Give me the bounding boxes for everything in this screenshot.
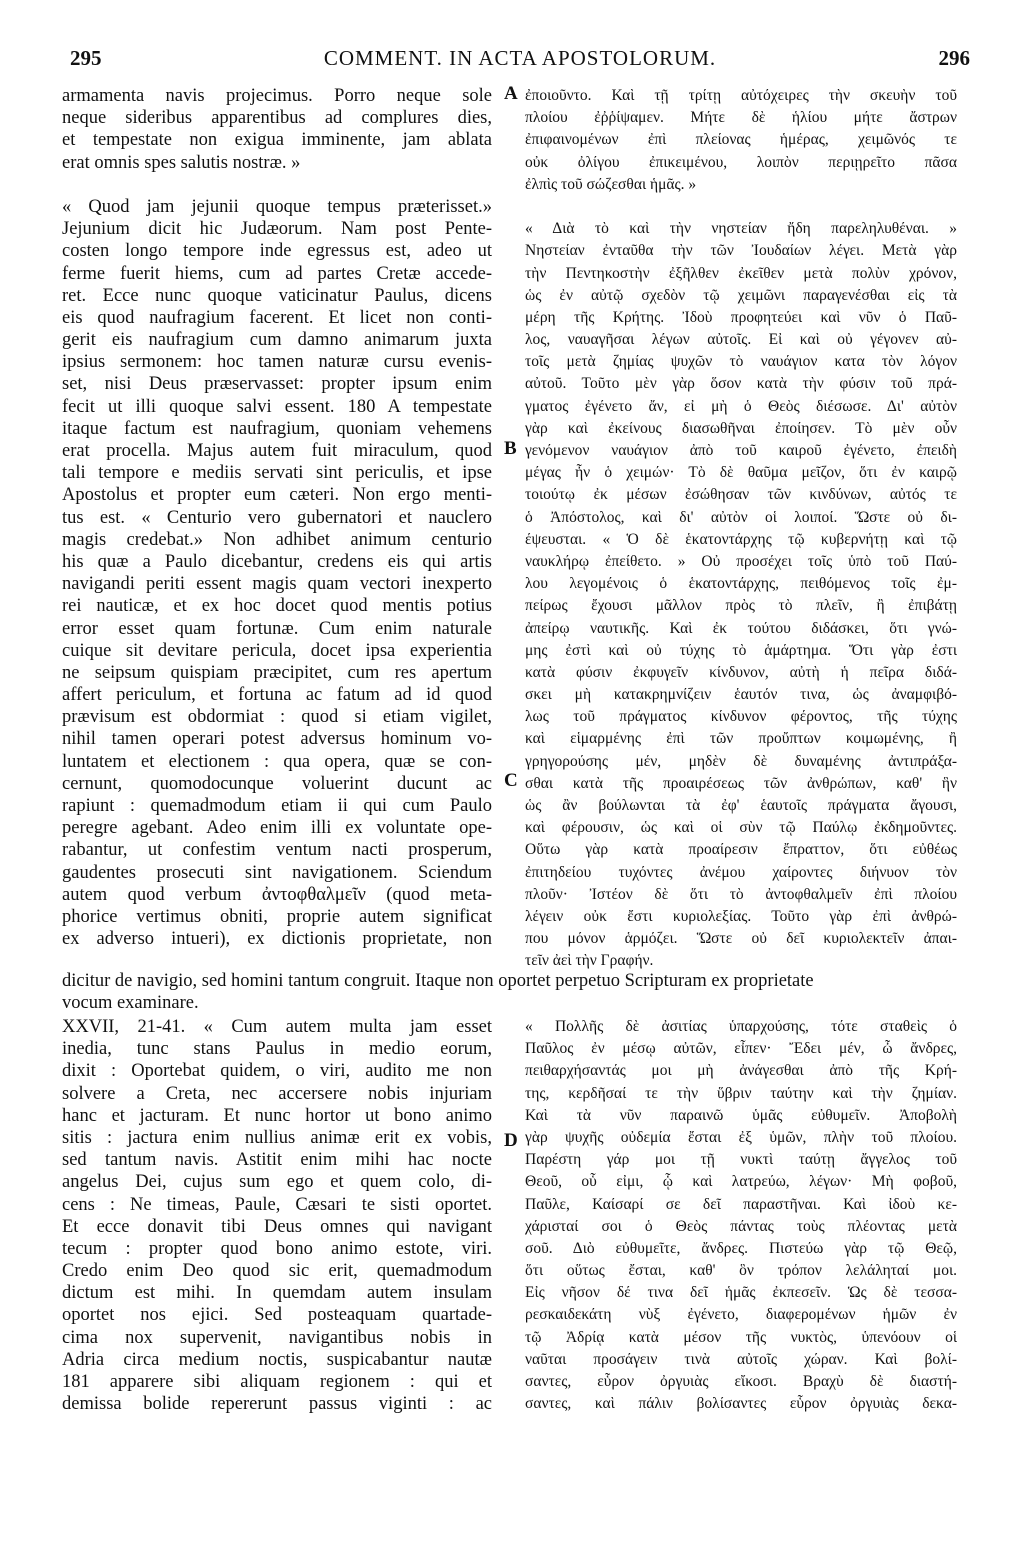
greek-text-line: σοῦ. Διὸ εὐθυμεῖτε, ἄνδρες. Πιστεύω γὰρ τῷ Θεῷ,	[525, 1239, 957, 1257]
greek-text-line: λου λεγομένοις ὁ ἑκατοντάρχης, πειθόμενος τοῖς ἐμ-	[525, 575, 957, 593]
latin-text-line: Et ecce donavit tibi Deus omnes qui navigant	[62, 1216, 492, 1237]
greek-text-line: πλοίου ἐῤῥίψαμεν. Μήτε δὲ ἡλίου μήτε ἄστρων	[525, 109, 957, 127]
greek-text-line: Νηστείαν ἐνταῦθα τὴν τῶν Ἰουδαίων λέγει. Μετὰ γὰρ	[525, 242, 957, 260]
latin-text-line: tecum : propter quod bono animo estote, viri.	[62, 1238, 492, 1259]
latin-text-line: ne seipsum quispiam præcipitet, cum res apertum	[62, 662, 492, 683]
greek-text-line: μης ἐστὶ καὶ οὐ τύχης τὸ ἁμάρτημα. Ὅτι γὰρ ἐστι	[525, 641, 957, 659]
greek-text-line: γρηγορούσης μέν, μηδὲν δὲ δυναμένης ἀντιπράξα-	[525, 752, 957, 770]
greek-text-line: τοιούτῳ ἐκ μέσων ἐσώθησαν τῶν κινδύνων, αὐτός τε	[525, 486, 957, 504]
greek-text-line: οὐκ ὀλίγου ἐπικειμένου, λοιπὸν περιῃρεῖτο πᾶσα	[525, 153, 957, 171]
latin-text-line: armamenta navis projecimus. Porro neque sole	[62, 86, 492, 106]
latin-text-line: ipsius sermonem: hoc tamen naturæ cursu evenis-	[62, 352, 492, 373]
latin-text-line: error esset quam fortunæ. Cum enim naturale	[62, 618, 492, 639]
greek-text-line: ὁ Ἀπόστολος, καὶ δι' αὐτὸν οἱ λοιποί. Ὥστε οὐ δι-	[525, 508, 957, 526]
greek-text-line: ὡς ἐν αὐτῷ σχεδὸν τῷ χειμῶνι παραγενέσθαι εἰς τὰ	[525, 286, 957, 304]
latin-text-line: Adria circa medium noctis, suspicabantur nautæ	[62, 1349, 492, 1370]
greek-text-line: τὴν Πεντηκοστὴν ἐξῆλθεν ἐκεῖθεν μετὰ πολὺν χρόνον,	[525, 264, 957, 282]
latin-text-line: cima nox supervenit, navigantibus nobis in	[62, 1327, 492, 1348]
latin-text-line: gerit eis naufragium cum damno animarum juxta	[62, 330, 492, 351]
greek-text-line: ρεσκαιδεκάτη νὺξ ἐγένετο, διαφερομένων ἡμῶν ἐν	[525, 1306, 957, 1324]
latin-text-line: erat procella. Majus autem fuit miraculum, quod	[62, 441, 492, 461]
latin-text-line: autem quod verbum ἀντοφθαλμεῖν (quod meta-	[62, 884, 492, 905]
latin-text-line	[62, 174, 492, 196]
latin-text-line: angelus Dei, cujus sum ego et quem colo, di-	[62, 1172, 492, 1193]
latin-text-line: « Quod jam jejunii quoque tempus præterisset.»	[62, 196, 492, 217]
greek-text-line: Θεοῦ, οὗ εἰμι, ᾧ καὶ λατρεύω, λέγων· Μὴ φοβοῦ,	[525, 1173, 957, 1191]
greek-text-line: ἐπιφαινομένων ἐπὶ πλείονας ἡμέρας, χειμῶνός τε	[525, 131, 957, 149]
latin-text-line: luntatem et electionem : qua opera, quæ se con-	[62, 751, 492, 772]
greek-text-line: γὰρ ψυχῆς οὐδεμία ἔσται ἐξ ὑμῶν, πλὴν τοῦ πλοίου.	[525, 1128, 957, 1146]
greek-column-top	[525, 85, 957, 973]
latin-text-line: et tempestate non exigua imminente, jam ablata	[62, 130, 492, 151]
greek-text-line: Παῦλος ἐν μέσῳ αὐτῶν, εἶπεν· Ἔδει μέν, ὦ ἄνδρες,	[525, 1040, 957, 1058]
latin-text-line: cernunt, quomodocunque voluerint ducunt ac	[62, 773, 492, 794]
latin-text-line: phorice vertimus obniti, proprie autem significat	[62, 906, 492, 927]
latin-text-line: hanc et jacturam. Et nunc hortor ut bono animo	[62, 1105, 492, 1126]
greek-text-line: Καὶ τὰ νῦν παραινῶ ὑμᾶς εὐθυμεῖν. Ἀποβολὴ	[525, 1106, 957, 1124]
greek-text-line: ὡς ἂν βούλωνται τὰ ἐφ' ἑαυτοῖς πράγματα ἄγουσι,	[525, 797, 957, 814]
latin-text-line: sitis : jactura enim nullius animæ erit ex vobis,	[62, 1127, 492, 1148]
latin-text-line: dixit : Oportebat quidem, o viri, audito me non	[62, 1061, 492, 1082]
greek-text-line: μέγας ἦν ὁ χειμών· Τὸ δὲ θαῦμα μεῖζον, ὅτι ἐν καιρῷ	[525, 464, 957, 482]
latin-text-line: dictum est mihi. In quemdam autem insulam	[62, 1283, 492, 1304]
greek-text-line: πειθαρχήσαντάς μοι μὴ ἀνάγεσθαι ἀπὸ τῆς Κρή-	[525, 1062, 957, 1080]
greek-text-line: κατὰ φύσιν ἐκφυγεῖν κίνδυνον, αὐτὴ ἡ πεῖρα διδά-	[525, 663, 957, 681]
greek-text-line: Εἰς νῆσον δέ τινα δεῖ ἡμᾶς ἐκπεσεῖν. Ὡς δὲ τεσσα-	[525, 1284, 957, 1302]
greek-text-line: πλοῦν· Ἰστέον δὲ ὅτι τὸ ἀντοφθαλμεῖν ἐπὶ πλοίου	[525, 885, 957, 903]
latin-text-line: Credo enim Deo quod sic erit, quemadmodum	[62, 1261, 492, 1282]
greek-text-line: λέγειν οὐκ ἔστι κυριολεξίας. Τοῦτο γὰρ ἐπὶ ἀνθρώ-	[525, 907, 957, 925]
greek-text-line: αὐτοῦ. Τοῦτο μὲν γὰρ ὅσον κατὰ τὴν φύσιν τοῦ πρά-	[525, 375, 957, 393]
latin-text-line: neque sideribus apparentibus ad complures dies,	[62, 108, 492, 129]
latin-text-line: 181 apparere sibi aliquam regionem : qui et	[62, 1372, 492, 1392]
page-number-left: 295	[70, 46, 102, 70]
greek-text-line: τῷ Ἀδρίᾳ κατὰ μέσον τῆς νυκτὸς, ὑπενόουν οἱ	[525, 1328, 957, 1346]
latin-text-line: demissa bolide repererunt passus viginti : ac	[62, 1394, 492, 1415]
latin-text-line: rabantur, ut confestim ventum nacti prosperum,	[62, 840, 492, 861]
greek-text-line: ὅτι οὕτως ἔσται, καθ' ὃν τρόπον λελάληταί μοι.	[525, 1262, 957, 1280]
latin-text-line: Jejunium dicit hic Judæorum. Nam post Pente-	[62, 219, 492, 240]
margin-letter-b: B	[504, 438, 517, 459]
page-number-right: 296	[938, 46, 970, 70]
greek-text-line: Παρέστη γάρ μοι τῇ νυκτὶ ταύτῃ ἄγγελος τοῦ	[525, 1151, 957, 1169]
greek-text-line: σκει μὴ κατακρημνίζειν ἑαυτόν τινα, ὡς ἀναμφιβό-	[525, 686, 957, 704]
greek-text-line: ἐλπὶς τοῦ σώζεσθαι ἡμᾶς. »	[525, 175, 697, 193]
greek-text-line: της, κερδῆσαί τε τὴν ὕβριν ταύτην καὶ τὴν ζημίαν.	[525, 1084, 957, 1102]
greek-text-line: καὶ φέρουσιν, ὡς καὶ οἱ σὺν τῷ Παύλῳ ἐκδημοῦντες.	[525, 819, 957, 837]
latin-text-line: his quæ a Paulo dicebantur, credens eis qui artis	[62, 551, 492, 572]
latin-column-bottom	[62, 1016, 492, 1415]
greek-text-line: σαντες, εὗρον ὀργυιὰς εἴκοσι. Βραχὺ δὲ διαστή-	[525, 1373, 957, 1390]
running-header	[70, 46, 970, 74]
greek-text-line: έψευσται. « Ὁ δὲ ἑκατοντάρχης τῷ κυβερνήτῃ καὶ τῷ	[525, 530, 957, 548]
latin-text-line: prævisum est obdormiat : quod si etiam vigilet,	[62, 707, 492, 728]
latin-text-line: itaque factum est naufragium, quoniam vehemens	[62, 418, 492, 439]
latin-text-line: set, nisi Deus præservasset: propter ipsum enim	[62, 374, 492, 395]
greek-text-line: καὶ εἱμαρμένης ἐπὶ τῶν προὔπτων κοιμωμένης, ἢ	[525, 730, 957, 748]
latin-text-line: rei nauticæ, et ex hoc docet quod mentis potius	[62, 596, 492, 617]
latin-text-line: sed tantum navis. Astitit enim mihi hac nocte	[62, 1150, 492, 1171]
greek-text-line: ναυκλήρῳ ἐπείθετο. » Οὐ προσέχει τοῖς ὑπὸ τοῦ Παύ-	[525, 552, 957, 570]
latin-text-line: XXVII, 21-41. « Cum autem multa jam esset	[62, 1017, 492, 1037]
greek-text-line: σθαι κατὰ τῆς προαιρέσεως τῶν ἀνθρώπων, καθ' ἣν	[525, 774, 957, 792]
latin-text-line: affert periculum, et fortuna ac fatum ad id quod	[62, 685, 492, 706]
latin-text-line: ferme fuerit hiems, cum ad partes Cretæ accede-	[62, 263, 492, 284]
greek-text-line: σαντες, καὶ πάλιν βολίσαντες εὗρον ὀργυιὰς δεκα-	[525, 1395, 957, 1413]
greek-text-line: που μόνον ἁρμόζει. Ὥστε οὐ δεῖ κυριολεκτεῖν ἀπαι-	[525, 930, 957, 948]
greek-text-line: ἐποιοῦντο. Καὶ τῇ τρίτῃ αὐτόχειρες τὴν σκευὴν τοῦ	[525, 87, 957, 104]
margin-letter-d: D	[504, 1130, 518, 1151]
greek-text-line: τοῖς μετὰ ζημίας ψυχῶν τὸ ναυάγιον κατα τὸν λόγον	[525, 353, 957, 371]
full-width-continuation	[62, 970, 957, 1014]
margin-letter-c: C	[504, 770, 518, 791]
greek-text-line: Οὕτω γὰρ κατὰ προαίρεσιν ἔπραττον, ὅτι εὐθέως	[525, 841, 957, 859]
greek-text-line: γὰρ καὶ ἐκείνους διασωθῆναι ἐποίησεν. Τὸ μὲν οὖν	[525, 419, 957, 437]
latin-text-line: magis credebat.» Non adhibet animum centurio	[62, 529, 492, 550]
latin-text-line: tus est. « Centurio vero gubernatori et nauclero	[62, 507, 492, 528]
greek-text-line: « Πολλῆς δὲ ἀσιτίας ὑπαρχούσης, τότε σταθεὶς ὁ	[525, 1018, 957, 1035]
latin-text-line: fecit ut illi quoque salvi essent. 180 A tempestate	[62, 396, 492, 417]
greek-text-line: ἐπιτηδείου τυχόντες ἀνέμου χαίροντες διήνυον τὸν	[525, 863, 957, 881]
latin-text-line: ex adverso intueri), ex dictionis proprietate, non	[62, 929, 492, 950]
latin-text-line: eis quod naufragium facerent. Et licet non conti-	[62, 307, 492, 328]
greek-column-bottom	[525, 1016, 957, 1415]
latin-text-line: rapiunt : quemadmodum etiam ii qui cum Paulo	[62, 796, 492, 816]
running-title: COMMENT. IN ACTA APOSTOLORUM.	[323, 46, 717, 70]
greek-text-line: τεῖν ἀεὶ τὴν Γραφήν.	[525, 952, 654, 970]
latin-text-line: cuique sit devitare pericula, docet ipsa experientia	[62, 640, 492, 661]
latin-text-line: navigandi periti essent magis quam vectori inexperto	[62, 574, 492, 595]
greek-text-line: λος, ναυαγῆσαι λέγων αὐτοῖς. Εἰ καὶ οὐ γέγονεν αὐ-	[525, 331, 957, 349]
greek-text-line: μέρη τῆς Κρήτης. Ἰδοὺ προφητεύει καὶ νῦν ὁ Παῦ-	[525, 308, 957, 326]
latin-text-line: gaudentes prosecuti sint navigationem. Sciendum	[62, 862, 492, 883]
greek-text-line: ἀπείρῳ ναυτικῆς. Καὶ ἐκ τούτου διδάσκει, ὅτι γνώ-	[525, 619, 957, 637]
greek-text-line: λως τοῦ πράγματος κίνδυνον φέροντος, τῆς τύχης	[525, 708, 957, 726]
greek-text-line: ναῦται προσάγειν τινὰ αὐτοῖς χώραν. Καὶ βολί-	[525, 1350, 957, 1368]
latin-text-line: ret. Ecce nunc quoque vaticinatur Paulus, dicens	[62, 285, 492, 306]
greek-text-line: χάρισταί σοι ὁ Θεὸς πάντας τοὺς πλέοντας μετὰ	[525, 1217, 957, 1235]
greek-text-line: γματος ἐγένετο ἄν, εἰ μὴ ὁ Θεὸς διέσωσε. Δι' αὐτὸν	[525, 397, 957, 415]
latin-text-line: costen longo tempore inde egressus est, adeo ut	[62, 241, 492, 262]
latin-text-line: peregre agebant. Adeo enim illi ex voluntate ope-	[62, 818, 492, 839]
latin-text-line: erat omnis spes salutis nostræ. »	[62, 152, 301, 173]
latin-text-line: oportet nos ejici. Sed posteaquam quartade-	[62, 1305, 492, 1326]
full-width-line: dicitur de navigio, sed homini tantum congruit. Itaque non oportet perpetuo Scripturam ex proprietate	[62, 971, 814, 991]
greek-text-line: πείρως ἔχουσι μᾶλλον πρὸς τὸ πλεῖν, ἢ ἐπιβάτῃ	[525, 597, 957, 615]
full-width-line: vocum examinare.	[62, 993, 199, 1014]
latin-text-line: nihil tamen operari potest adversus hominum vo-	[62, 729, 492, 750]
latin-text-line: inedia, tunc stans Paulus in medio eorum,	[62, 1039, 492, 1060]
greek-text-line: « Διὰ τὸ καὶ τὴν νηστείαν ἤδη παρεληλυθέναι. »	[525, 220, 957, 238]
greek-text-line: Παῦλε, Καίσαρί σε δεῖ παραστῆναι. Καὶ ἰδοὺ κε-	[525, 1195, 957, 1213]
greek-text-line: γενόμενον ναυάγιον ἀπὸ τοῦ καιροῦ ἐγένετο, ἐπειδὴ	[525, 442, 957, 459]
greek-text-line	[525, 196, 957, 218]
latin-text-line: cens : Ne timeas, Paule, Cæsari te sisti oportet.	[62, 1194, 492, 1215]
latin-text-line: tali tempore e mediis servati sint periculis, et ipse	[62, 463, 492, 484]
latin-column-top	[62, 85, 492, 950]
latin-text-line: Apostolus et propter eum cæteri. Non ergo menti-	[62, 485, 492, 506]
latin-text-line: solvere a Creta, nec accersere nobis injuriam	[62, 1083, 492, 1104]
margin-letter-a: A	[504, 83, 518, 104]
